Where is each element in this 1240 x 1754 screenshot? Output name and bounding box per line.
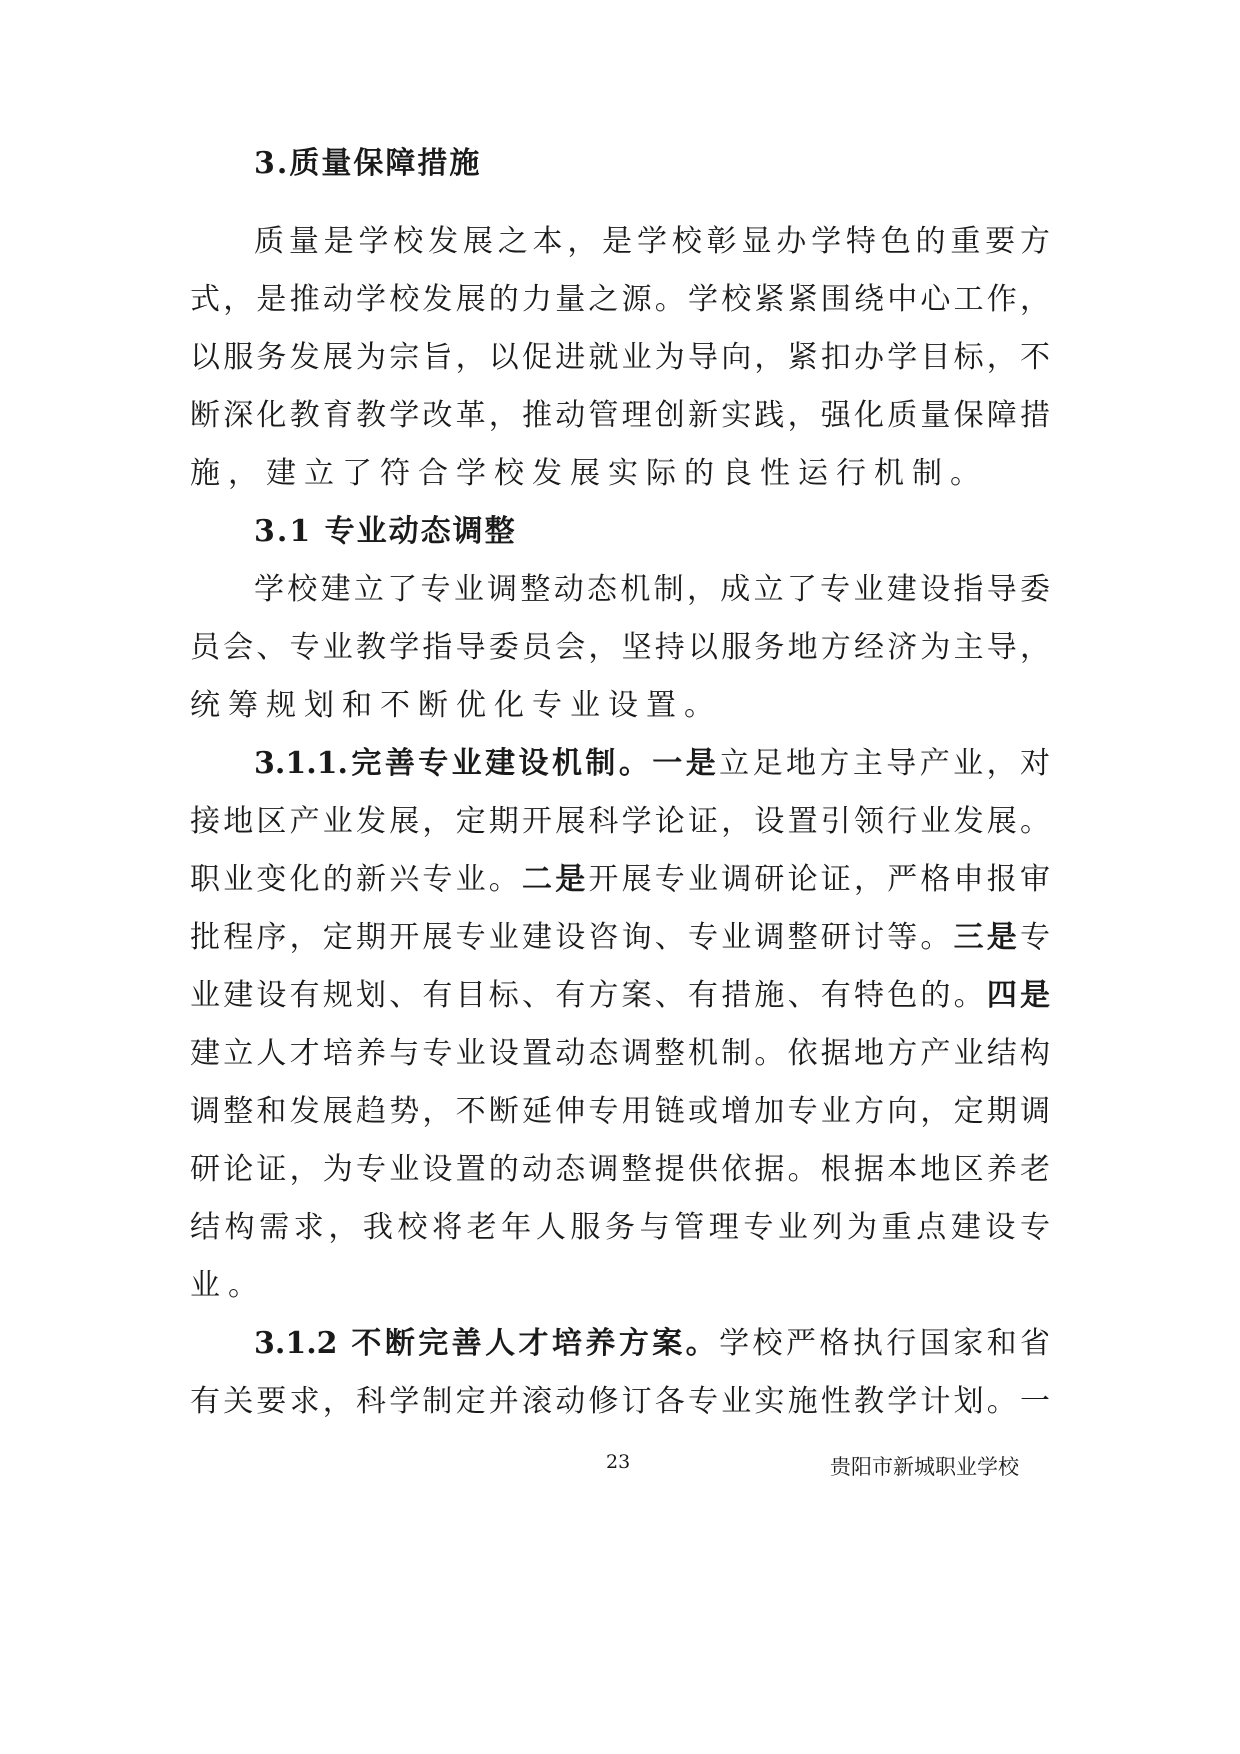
paragraph-line: 接地区产业发展，定期开展科学论证，设置引领行业发展。 (190, 804, 1050, 839)
text-span: 学校严格执行国家和省 (719, 1326, 1050, 1361)
paragraph-line: 有关要求，科学制定并滚动修订各专业实施性教学计划。一 (190, 1384, 1050, 1419)
paragraph-line: 以服务发展为宗旨，以促进就业为导向，紧扣办学目标，不 (190, 340, 1050, 375)
paragraph-line: 式，是推动学校发展的力量之源。学校紧紧围绕中心工作， (190, 282, 1050, 317)
paragraph-line: 员会、专业教学指导委员会，坚持以服务地方经济为主导， (190, 630, 1050, 665)
text-span: 批程序，定期开展专业建设咨询、专业调整研讨等。 (190, 920, 954, 955)
point-label: 二是 (522, 862, 589, 897)
point-label: 一是 (652, 746, 720, 781)
paragraph-line: 建立人才培养与专业设置动态调整机制。依据地方产业结构 (190, 1036, 1050, 1071)
paragraph-line: 断深化教育教学改革，推动管理创新实践，强化质量保障措 (190, 398, 1050, 433)
footer-school-name: 贵阳市新城职业学校 (830, 1455, 1019, 1479)
section-3-1-1-line (254, 742, 1050, 786)
point-label: 四是 (986, 978, 1051, 1013)
text-span: 职业变化的新兴专业。 (190, 862, 522, 897)
paragraph-line: 结构需求，我校将老年人服务与管理专业列为重点建设专 (190, 1210, 1050, 1245)
paragraph-line (190, 916, 1050, 960)
paragraph-line: 业。 (190, 1268, 266, 1303)
text-span: 立足地方主导产业，对 (719, 746, 1051, 781)
paragraph-line: 学校建立了专业调整动态机制，成立了专业建设指导委 (254, 572, 1050, 607)
paragraph-line: 质量是学校发展之本，是学校彰显办学特色的重要方 (254, 224, 1050, 259)
section-3-1-1-title: 3.1.1.完善专业建设机制。 (254, 746, 653, 781)
section-heading-3-1: 3.1 专业动态调整 (254, 514, 517, 549)
paragraph-line: 施，建立了符合学校发展实际的良性运行机制。 (190, 456, 988, 491)
text-span: 业建设有规划、有目标、有方案、有措施、有特色的。 (190, 978, 987, 1013)
page-number: 23 (606, 1451, 631, 1473)
paragraph-line: 调整和发展趋势，不断延伸专用链或增加专业方向，定期调 (190, 1094, 1050, 1129)
text-span: 专 (1020, 920, 1051, 955)
paragraph-line: 统筹规划和不断优化专业设置。 (190, 688, 722, 723)
paragraph-line (190, 858, 1050, 902)
section-3-1-2-line (254, 1322, 1050, 1366)
text-span: 开展专业调研论证，严格申报审 (588, 862, 1051, 897)
paragraph-line (190, 974, 1050, 1018)
section-3-1-2-title: 3.1.2 不断完善人才培养方案。 (254, 1326, 720, 1361)
section-heading-3: 3.质量保障措施 (254, 146, 482, 181)
paragraph-line: 研论证，为专业设置的动态调整提供依据。根据本地区养老 (190, 1152, 1050, 1187)
point-label: 三是 (953, 920, 1021, 955)
